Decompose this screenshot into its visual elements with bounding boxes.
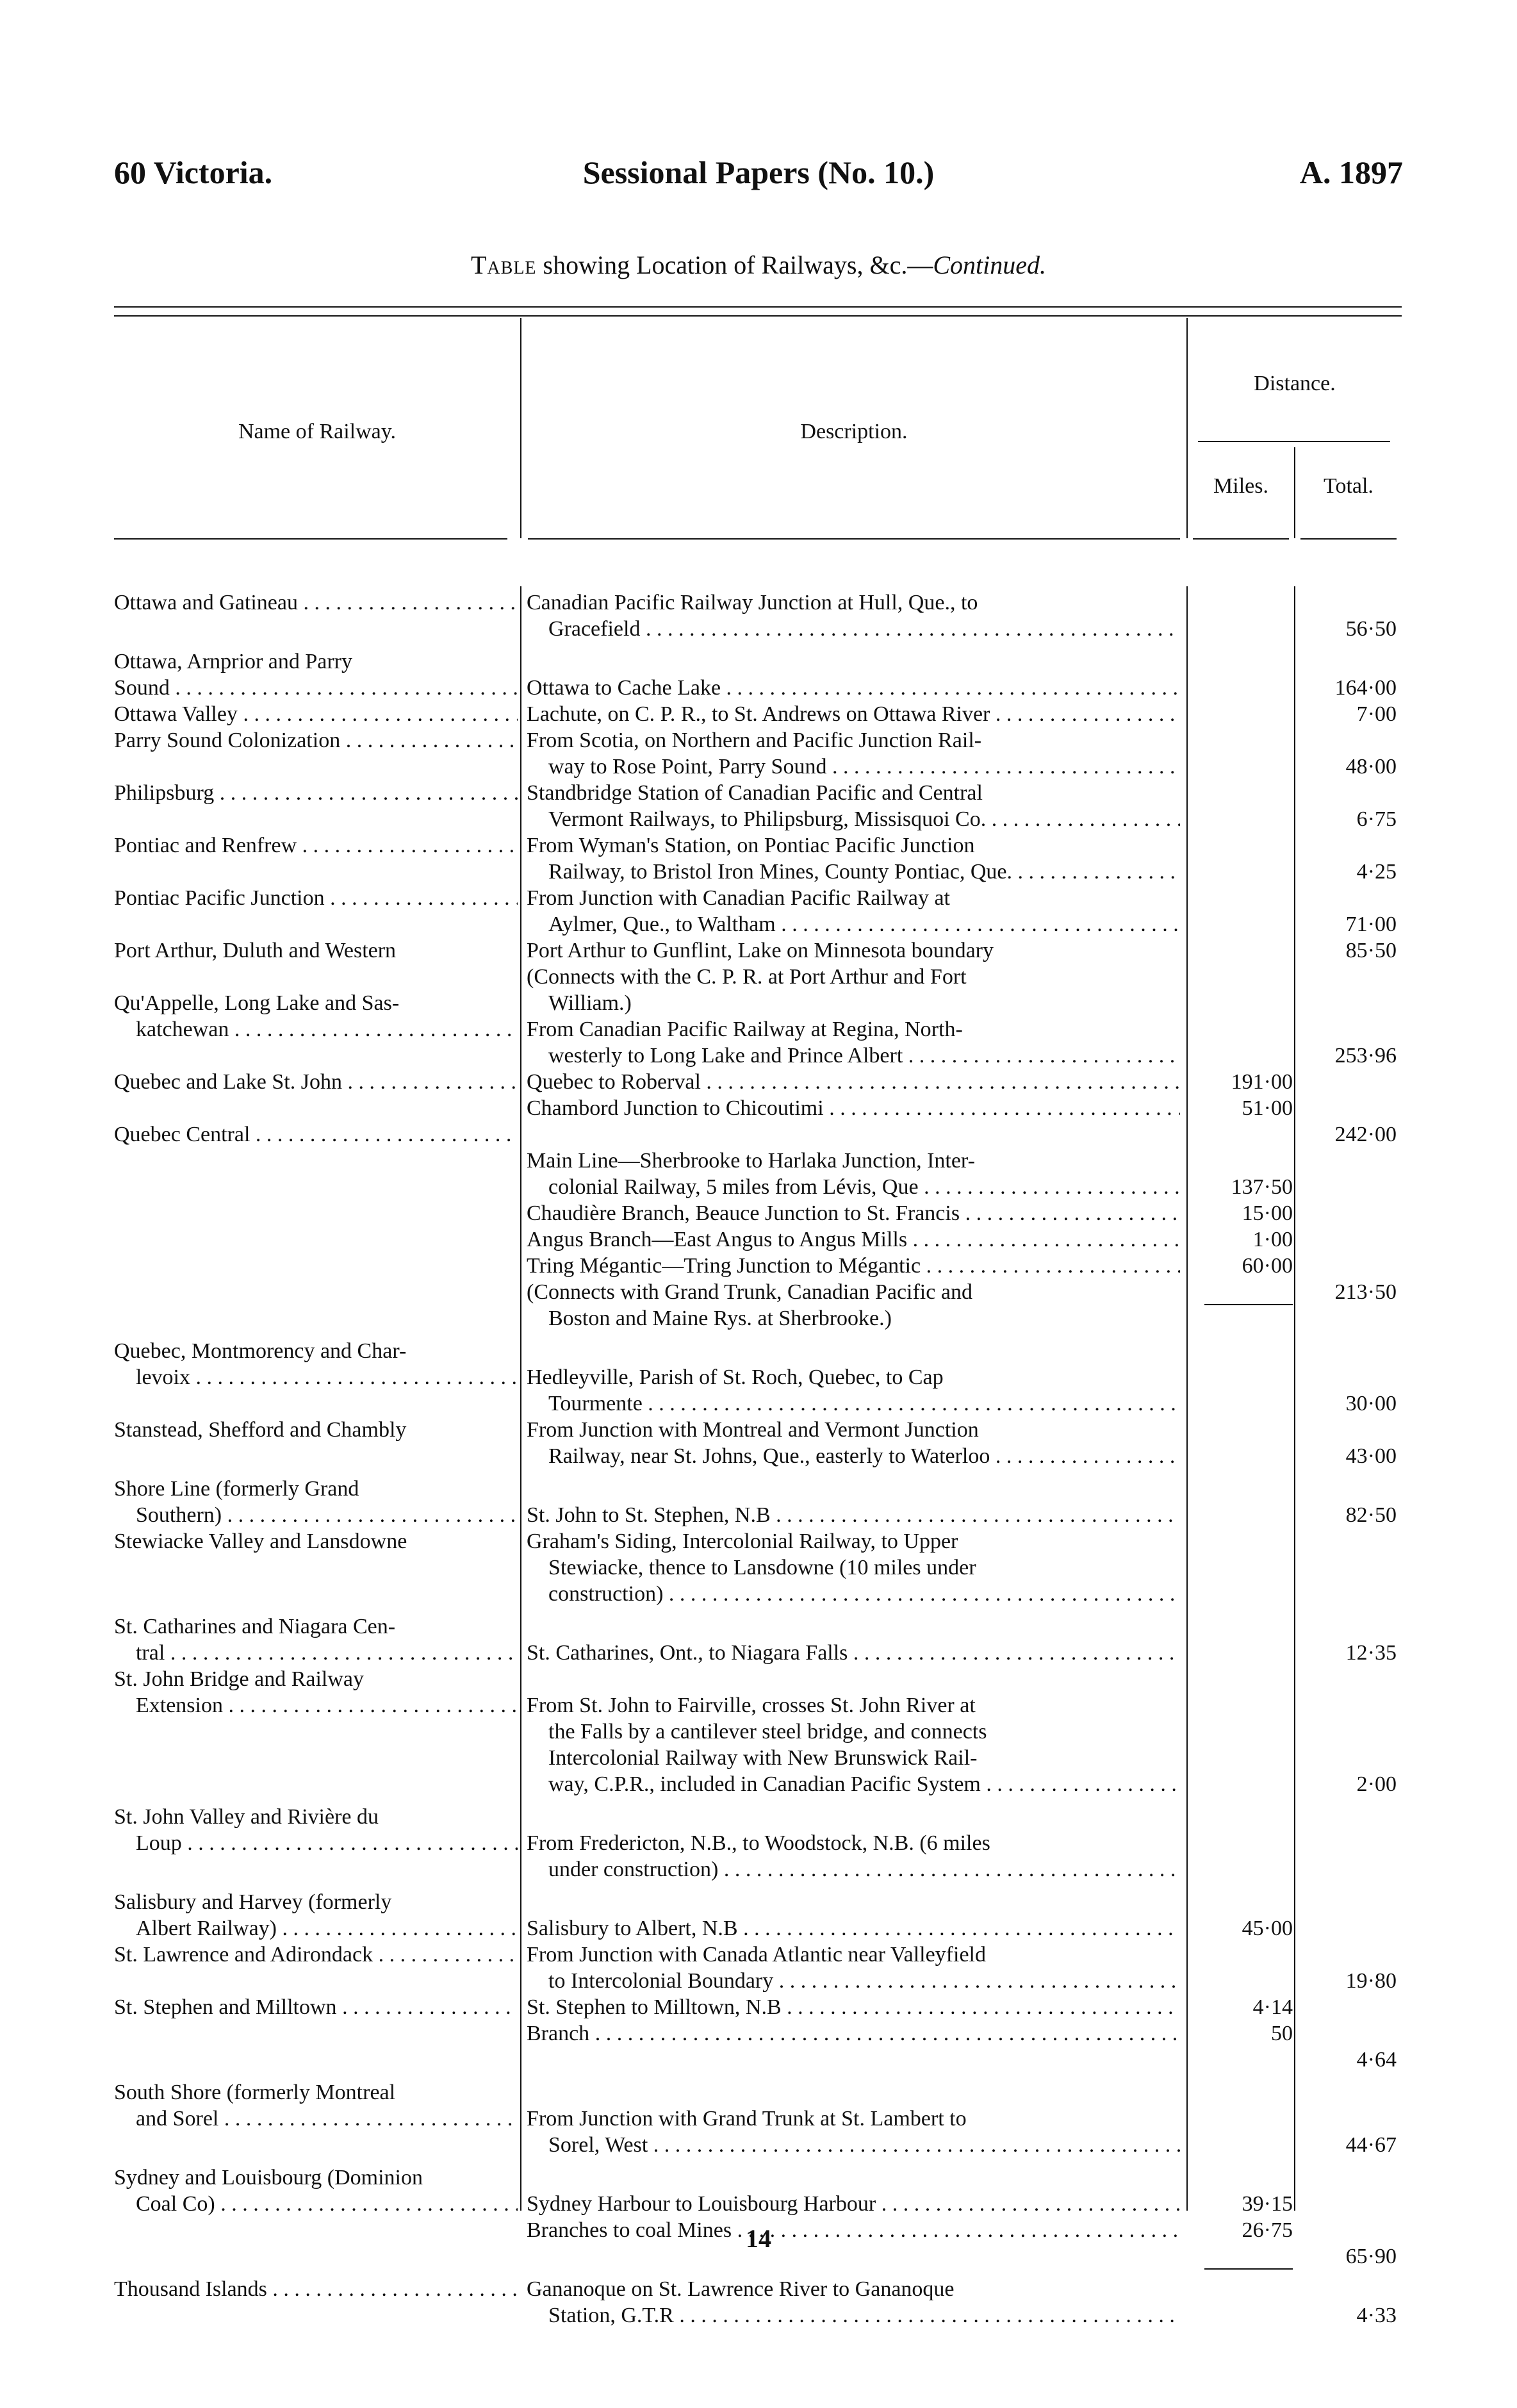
table-row (114, 1200, 1402, 1226)
table-row (114, 1968, 1402, 1994)
table-row (114, 937, 1402, 964)
railway-name: St. Stephen and Milltown . . . (114, 1994, 518, 2020)
railway-total: 213·50 (1334, 1280, 1397, 1304)
miles-sum-rule (1204, 2268, 1293, 2270)
railway-description: From Junction with Montreal and Vermont Junction (527, 1418, 979, 1442)
table-row (114, 1554, 1402, 1581)
railway-total: 4·64 (1356, 2048, 1397, 2072)
top-rule-2 (114, 315, 1402, 317)
railway-description: From Canadian Pacific Railway at Regina, North- (527, 1018, 963, 1041)
railway-description: to Intercolonial Boundary . . . (527, 1968, 1180, 1994)
head-rule-name (114, 538, 507, 540)
header-session: 60 Victoria. (114, 154, 273, 190)
table-row (114, 2047, 1402, 2073)
railway-total: 43·00 (1345, 1444, 1397, 1468)
railway-total: 48·00 (1345, 755, 1397, 779)
railway-name: Philipsburg . . . (114, 780, 518, 806)
railway-name: Quebec Central . . . (114, 1121, 518, 1148)
railway-name: Quebec and Lake St. John . . . (114, 1069, 518, 1095)
page-header (114, 154, 1403, 205)
table-row (114, 1417, 1402, 1443)
table-row (114, 1692, 1402, 1719)
railway-total: 253·96 (1334, 1044, 1397, 1068)
table-row (114, 675, 1402, 701)
table-row (114, 1856, 1402, 1883)
table-row (114, 1390, 1402, 1417)
table-row (114, 1305, 1402, 1332)
table-row (114, 2020, 1402, 2047)
table-row (114, 754, 1402, 780)
railway-miles: 191·00 (1231, 1070, 1293, 1094)
table-row (114, 1502, 1402, 1528)
table-row (114, 1016, 1402, 1043)
railway-miles: 4·14 (1252, 1995, 1293, 2019)
railway-description: Graham's Siding, Intercolonial Railway, to Upper (527, 1530, 958, 1553)
table-row (114, 1719, 1402, 1745)
railway-name: Ottawa Valley . . . (114, 701, 518, 727)
table-row (114, 2106, 1402, 2132)
railway-description: William.) (548, 991, 632, 1015)
railway-description: Gananoque on St. Lawrence River to Gananoque (527, 2277, 955, 2301)
railway-total: 44·67 (1345, 2133, 1397, 2157)
railway-total: 65·90 (1345, 2245, 1397, 2268)
table-title-main: showing Location of Railways, &c.— (536, 251, 933, 279)
head-rule-miles (1193, 538, 1289, 540)
table-row (114, 1613, 1402, 1640)
railway-total: 85·50 (1345, 939, 1397, 962)
table-row (114, 1830, 1402, 1856)
railway-description: From Scotia, on Northern and Pacific Junction Rail- (527, 729, 982, 752)
railway-description: Stewiacke, thence to Lansdowne (10 miles under (548, 1556, 976, 1579)
railway-description: Lachute, on C. P. R., to St. Andrews on Ottawa River . . . (527, 701, 1180, 727)
railway-miles: 50 (1271, 2022, 1293, 2045)
railway-total: 82·50 (1345, 1503, 1397, 1527)
railway-description: the Falls by a cantilever steel bridge, and connects (548, 1720, 987, 1744)
table-row (114, 832, 1402, 859)
railway-miles: 26·75 (1242, 2218, 1293, 2242)
table-row (114, 2302, 1402, 2329)
railway-name: Pontiac Pacific Junction . . . (114, 885, 518, 911)
railway-description: From St. John to Fairville, crosses St. John River at (527, 1694, 976, 1717)
railway-description: Tring Mégantic—Tring Junction to Mégantic . . . (527, 1253, 1180, 1279)
table-row (114, 2079, 1402, 2106)
table-row (114, 1804, 1402, 1830)
railway-description: From Junction with Canada Atlantic near Valleyfield (527, 1943, 986, 1967)
railway-name: levoix . . . (114, 1364, 518, 1390)
table-row (114, 1528, 1402, 1554)
railway-total: 2·00 (1356, 1772, 1397, 1796)
railway-description: Sorel, West . . . (527, 2132, 1180, 2158)
page-number: 14 (746, 2224, 771, 2253)
header-year: A. 1897 (1299, 154, 1403, 190)
railway-description: Railway, near St. Johns, Que., easterly to Waterloo . . . (527, 1443, 1180, 1469)
table-row (114, 2165, 1402, 2191)
table-row (114, 1640, 1402, 1666)
railway-description: Canadian Pacific Railway Junction at Hull, Que., to (527, 591, 978, 614)
railway-name: tral . . . (114, 1640, 518, 1666)
table-row (114, 727, 1402, 754)
railway-total: 30·00 (1345, 1392, 1397, 1415)
railway-total: 19·80 (1345, 1969, 1397, 1993)
table-row (114, 1148, 1402, 1174)
railway-description: St. Stephen to Milltown, N.B . . . (527, 1994, 1180, 2020)
table-row (114, 1745, 1402, 1771)
column-header-miles: Miles. (1213, 474, 1268, 498)
railway-name: Ottawa, Arnprior and Parry (114, 650, 353, 673)
table-row (114, 1771, 1402, 1797)
railway-name: Extension . . . (114, 1692, 518, 1719)
railway-name: St. John Valley and Rivière du (114, 1805, 379, 1829)
railway-name: Coal Co) . . . (114, 2191, 518, 2217)
railway-name: Stanstead, Shefford and Chambly (114, 1418, 407, 1442)
railway-description: Vermont Railways, to Philipsburg, Missisquoi Co. . . . (527, 806, 1180, 832)
railway-miles: 60·00 (1242, 1254, 1293, 1278)
railway-name: Sound . . . (114, 675, 518, 701)
railway-name: Southern) . . . (114, 1502, 518, 1528)
railway-description: St. John to St. Stephen, N.B . . . (527, 1502, 1180, 1528)
railway-description: Hedleyville, Parish of St. Roch, Quebec, to Cap (527, 1365, 944, 1389)
railway-description: construction) . . . (527, 1581, 1180, 1607)
railway-name: Parry Sound Colonization . . . (114, 727, 518, 754)
railway-description: Branch . . . (527, 2020, 1180, 2047)
column-header-distance: Distance. (1254, 372, 1336, 395)
railway-description: Boston and Maine Rys. at Sherbrooke.) (548, 1307, 892, 1330)
railway-description: under construction) . . . (527, 1856, 1180, 1883)
railway-name: Stewiacke Valley and Lansdowne (114, 1530, 407, 1553)
railway-description: Sydney Harbour to Louisbourg Harbour . . . (527, 2191, 1180, 2217)
distance-rule (1198, 441, 1390, 442)
railway-description: Intercolonial Railway with New Brunswick Rail- (548, 1746, 978, 1770)
table-row (114, 964, 1402, 990)
table-row (114, 911, 1402, 937)
railway-name: and Sorel . . . (114, 2106, 518, 2132)
column-header-name: Name of Railway. (238, 420, 397, 443)
table-row (114, 2132, 1402, 2158)
railway-total: 71·00 (1345, 912, 1397, 936)
table-row (114, 1226, 1402, 1253)
railway-description: Aylmer, Que., to Waltham . . . (527, 911, 1180, 937)
railway-description: St. Catharines, Ont., to Niagara Falls . . . (527, 1640, 1180, 1666)
table-row (114, 701, 1402, 727)
table-title (0, 250, 1517, 280)
railway-name: Qu'Appelle, Long Lake and Sas- (114, 991, 400, 1015)
table-row (114, 1364, 1402, 1390)
railway-name: Thousand Islands . . . (114, 2276, 518, 2302)
table-row (114, 1095, 1402, 1121)
railway-total: 6·75 (1356, 807, 1397, 831)
head-rule-total (1300, 538, 1397, 540)
railway-miles: 137·50 (1231, 1175, 1293, 1199)
railway-table (114, 590, 1402, 2329)
table-row (114, 1253, 1402, 1279)
table-row (114, 2276, 1402, 2302)
railway-name: St. Catharines and Niagara Cen- (114, 1615, 396, 1638)
railway-name: Pontiac and Renfrew . . . (114, 832, 518, 859)
railway-total: 12·35 (1345, 1641, 1397, 1665)
table-row (114, 1581, 1402, 1607)
railway-name: Quebec, Montmorency and Char- (114, 1339, 407, 1363)
head-rule-description (528, 538, 1180, 540)
railway-description: Quebec to Roberval . . . (527, 1069, 1180, 1095)
railway-miles: 45·00 (1242, 1917, 1293, 1940)
table-row (114, 1443, 1402, 1469)
railway-miles: 39·15 (1242, 2192, 1293, 2216)
railway-description: Chaudière Branch, Beauce Junction to St. Francis . . . (527, 1200, 1180, 1226)
table-row (114, 806, 1402, 832)
railway-description: From Wyman's Station, on Pontiac Pacific Junction (527, 834, 975, 857)
railway-name: Salisbury and Harvey (formerly (114, 1890, 392, 1914)
table-row (114, 616, 1402, 642)
top-rule-1 (114, 306, 1402, 308)
railway-miles: 51·00 (1242, 1096, 1293, 1120)
railway-description: Chambord Junction to Chicoutimi . . . (527, 1095, 1180, 1121)
railway-total: 4·33 (1356, 2304, 1397, 2327)
railway-name: Loup . . . (114, 1830, 518, 1856)
railway-description: way to Rose Point, Parry Sound . . . (527, 754, 1180, 780)
railway-description: (Connects with the C. P. R. at Port Arthur and Fort (527, 965, 967, 989)
table-row (114, 1121, 1402, 1148)
railway-miles: 1·00 (1252, 1228, 1293, 1251)
railway-description: Gracefield . . . (527, 616, 1180, 642)
table-row (114, 590, 1402, 616)
railway-description: From Junction with Grand Trunk at St. Lambert to (527, 2107, 967, 2131)
railway-miles: 15·00 (1242, 1201, 1293, 1225)
railway-name: Port Arthur, Duluth and Western (114, 939, 397, 962)
table-row (114, 885, 1402, 911)
railway-description: Angus Branch—East Angus to Angus Mills . . . (527, 1226, 1180, 1253)
railway-name: South Shore (formerly Montreal (114, 2081, 396, 2104)
table-title-suffix: Continued. (933, 251, 1046, 279)
table-row (114, 1666, 1402, 1692)
railway-name: Sydney and Louisbourg (Dominion (114, 2166, 423, 2189)
table-row (114, 859, 1402, 885)
railway-description: westerly to Long Lake and Prince Albert . . . (527, 1043, 1180, 1069)
railway-total: 56·50 (1345, 617, 1397, 641)
railway-description: way, C.P.R., included in Canadian Pacific System . . . (527, 1771, 1180, 1797)
table-row (114, 1279, 1402, 1305)
railway-description: Tourmente . . . (527, 1390, 1180, 1417)
railway-description: From Junction with Canadian Pacific Railway at (527, 886, 950, 910)
column-header-description: Description. (800, 420, 908, 443)
railway-name: Albert Railway) . . . (114, 1915, 518, 1942)
table-row (114, 1476, 1402, 1502)
railway-description: From Fredericton, N.B., to Woodstock, N.B. (6 miles (527, 1831, 990, 1855)
railway-name: Ottawa and Gatineau . . . (114, 590, 518, 616)
railway-description: Main Line—Sherbrooke to Harlaka Junction, Inter- (527, 1149, 975, 1173)
table-row (114, 648, 1402, 675)
railway-name: Shore Line (formerly Grand (114, 1477, 359, 1501)
railway-description: Railway, to Bristol Iron Mines, County Pontiac, Que. . . . (527, 859, 1180, 885)
table-row (114, 780, 1402, 806)
railway-name: katchewan . . . (114, 1016, 518, 1043)
table-row (114, 1915, 1402, 1942)
railway-total: 4·25 (1356, 860, 1397, 884)
table-row (114, 1338, 1402, 1364)
table-row (114, 1994, 1402, 2020)
col-divider-head-2 (1186, 318, 1188, 538)
table-row (114, 2191, 1402, 2217)
table-row (114, 990, 1402, 1016)
railway-description: Ottawa to Cache Lake . . . (527, 675, 1180, 701)
table-row (114, 1043, 1402, 1069)
table-row (114, 1889, 1402, 1915)
railway-description: Standbridge Station of Canadian Pacific and Central (527, 781, 983, 805)
railway-total: 7·00 (1356, 702, 1397, 726)
railway-name: St. Lawrence and Adirondack . . . (114, 1942, 518, 1968)
railway-description: Port Arthur to Gunflint, Lake on Minnesota boundary (527, 939, 994, 962)
railway-description: colonial Railway, 5 miles from Lévis, Que . . . (527, 1174, 1180, 1200)
railway-description: Branches to coal Mines . . . (527, 2217, 1180, 2243)
table-title-prefix: Table (470, 251, 537, 279)
miles-sum-rule (1204, 1304, 1293, 1305)
railway-name: St. John Bridge and Railway (114, 1667, 365, 1691)
column-header-total: Total. (1324, 474, 1374, 498)
railway-description: Salisbury to Albert, N.B . . . (527, 1915, 1180, 1942)
railway-description: Station, G.T.R . . . (527, 2302, 1180, 2329)
railway-total: 164·00 (1334, 676, 1397, 700)
header-series: Sessional Papers (No. 10.) (582, 154, 935, 190)
table-row (114, 1942, 1402, 1968)
railway-total: 242·00 (1334, 1123, 1397, 1146)
railway-description: (Connects with Grand Trunk, Canadian Pacific and (527, 1280, 972, 1304)
table-row (114, 1069, 1402, 1095)
table-row (114, 1174, 1402, 1200)
